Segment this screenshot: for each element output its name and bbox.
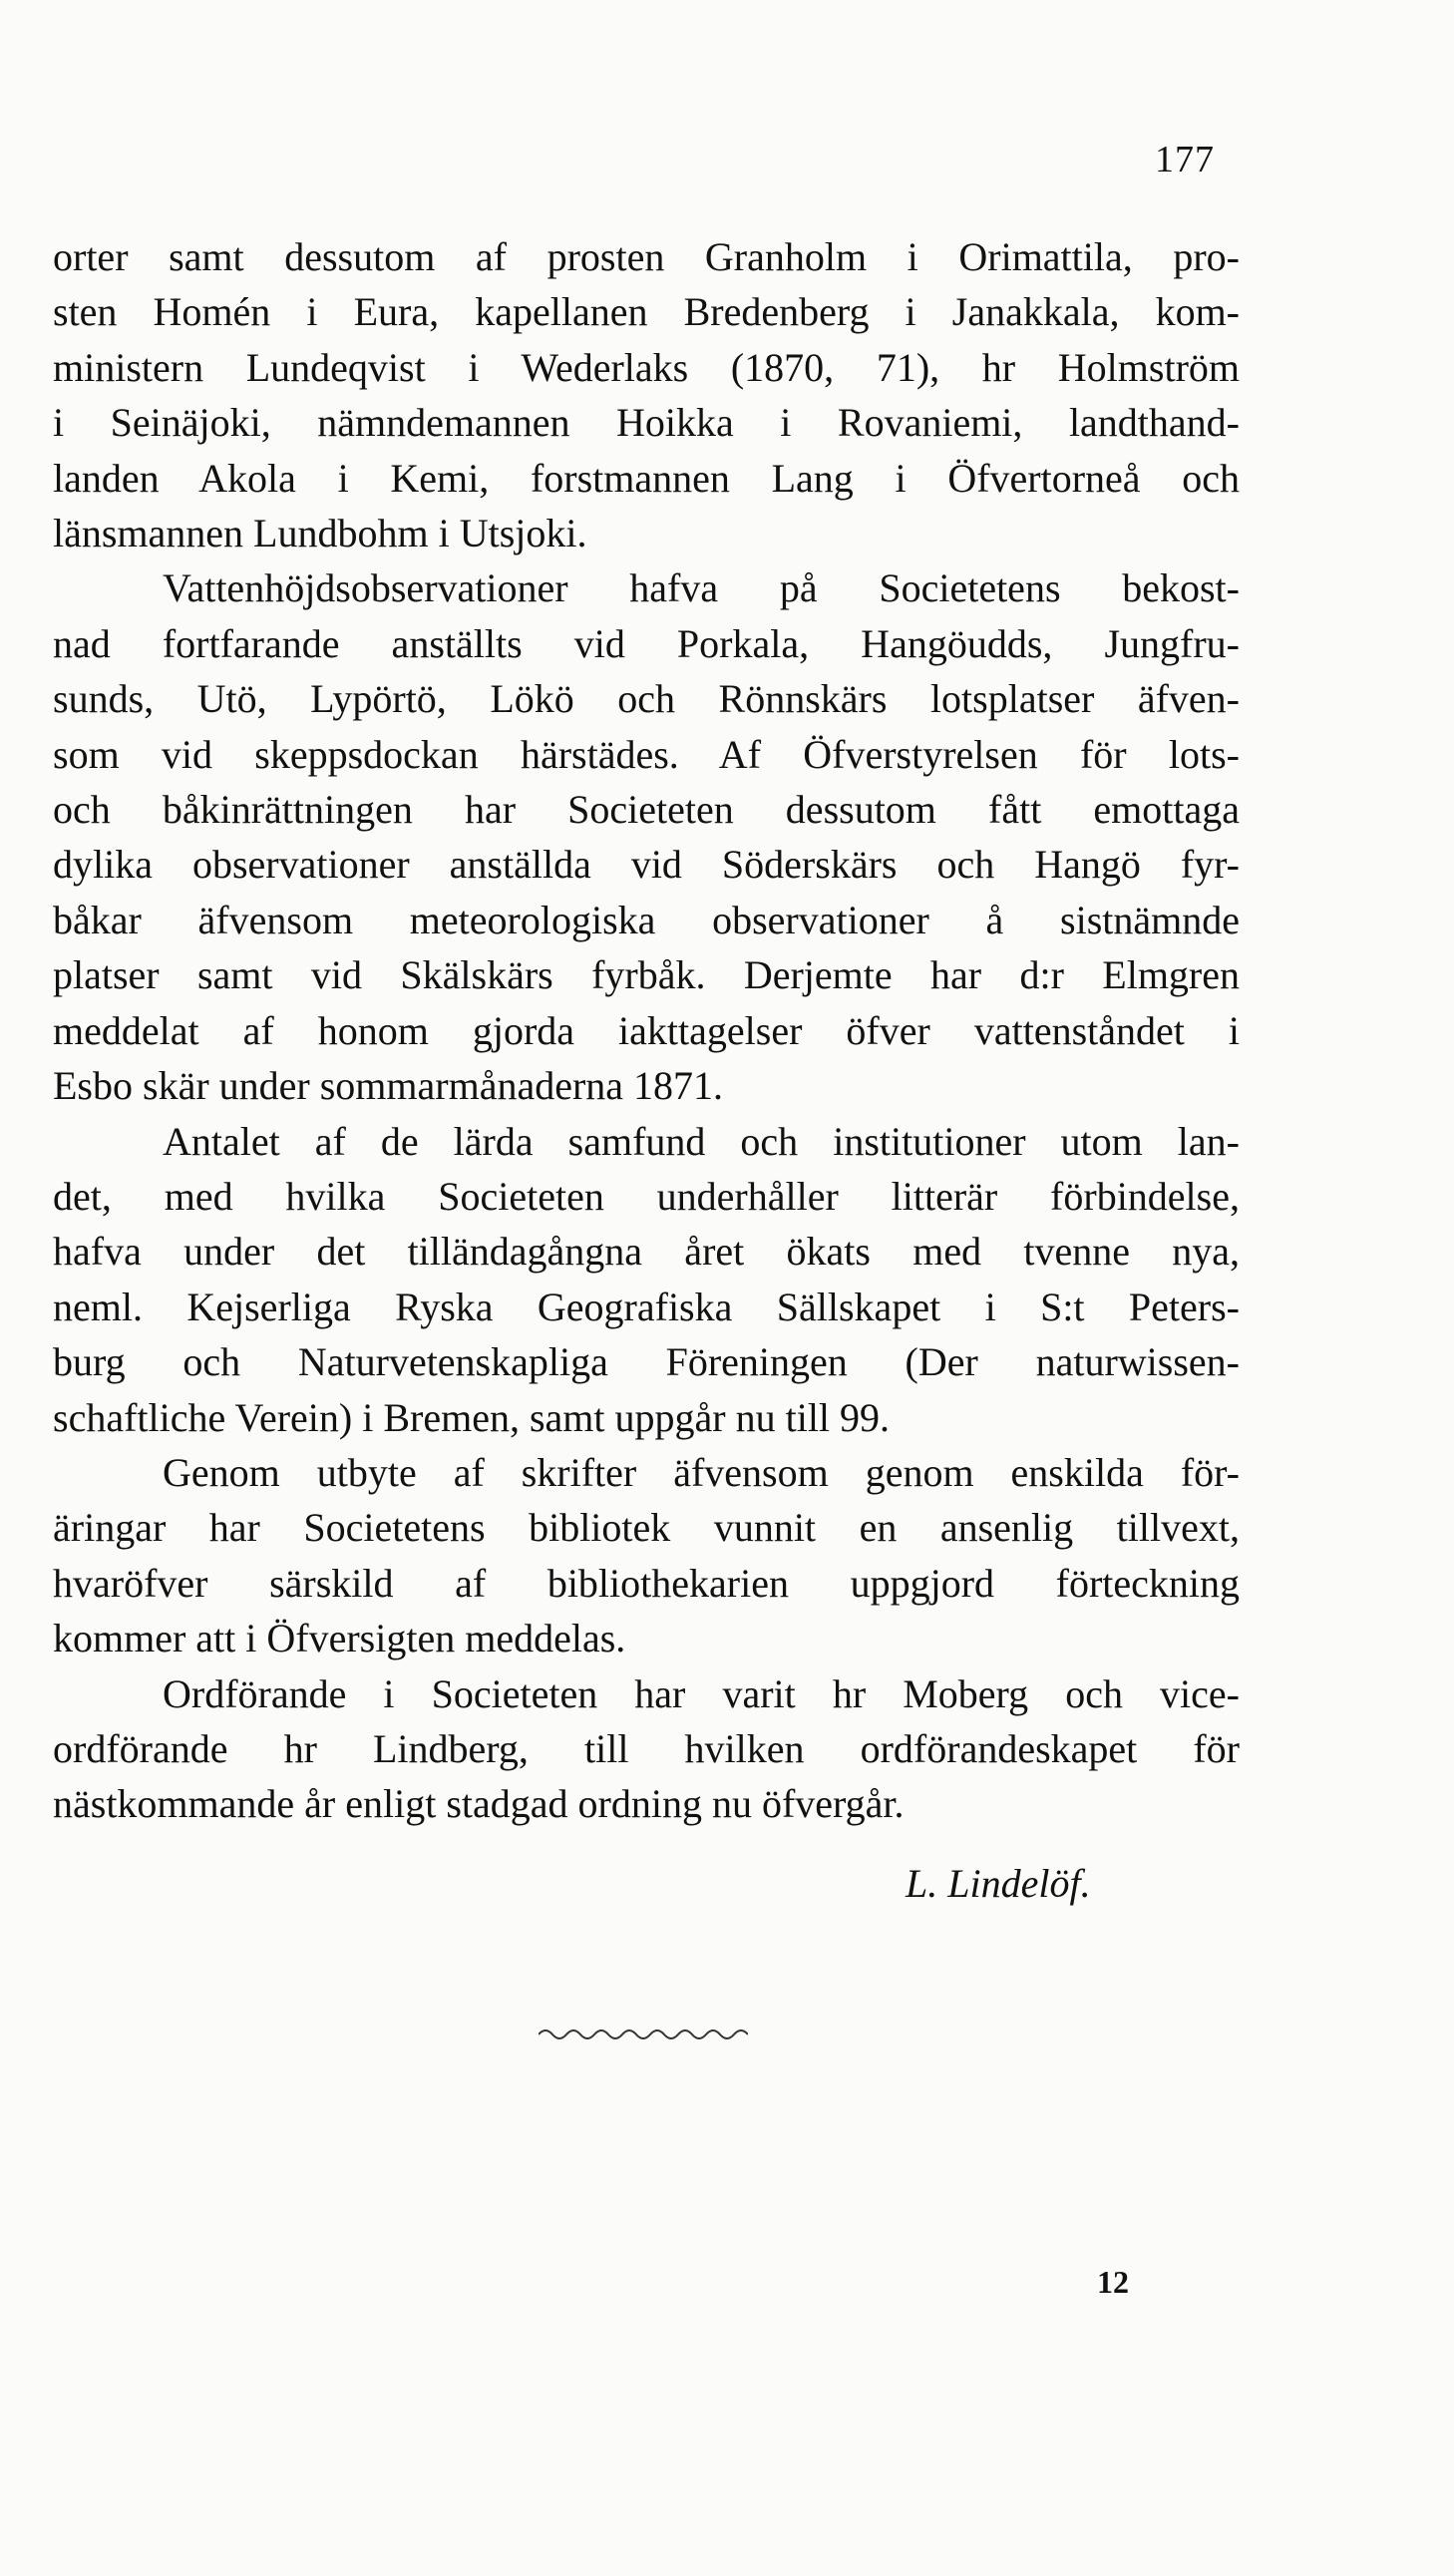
- text-line: länsmannen Lundbohm i Utsjoki.: [53, 511, 587, 556]
- text-line: hafva under det tilländagångna året ökats med tvenne nya,: [53, 1229, 1240, 1275]
- text-line: Genom utbyte af skrifter äfvensom genom enskilda för-: [163, 1449, 1240, 1495]
- text-line: ordförande hr Lindberg, till hvilken ordförandeskapet för: [53, 1725, 1240, 1771]
- text-line: kommer att i Öfversigten meddelas.: [53, 1616, 626, 1661]
- text-line: sunds, Utö, Lypörtö, Lökö och Rönnskärs lotsplatser äfven-: [53, 676, 1240, 722]
- decorative-divider: [539, 2024, 748, 2040]
- signature: L. Lindelöf.: [906, 1861, 1091, 1906]
- text-line: hvaröfver särskild af bibliothekarien uppgjord förteckning: [53, 1560, 1240, 1606]
- text-line: och båkinrättningen har Societeten dessutom fått emottaga: [53, 787, 1240, 833]
- text-line: schaftliche Verein) i Bremen, samt uppgår nu till 99.: [53, 1394, 891, 1440]
- text-line: Ordförande i Societeten har varit hr Moberg och vice-: [163, 1670, 1240, 1716]
- text-line: i Seinäjoki, nämndemannen Hoikka i Rovaniemi, landthand-: [53, 400, 1240, 446]
- text-line: nad fortfarande anställts vid Porkala, Hangöudds, Jungfru-: [53, 620, 1240, 666]
- text-line: Esbo skär under sommarmånaderna 1871.: [53, 1063, 724, 1109]
- text-line: nästkommande år enligt stadgad ordning nu öfvergår.: [53, 1781, 905, 1827]
- text-line: sten Homén i Eura, kapellanen Bredenberg i Janakkala, kom-: [53, 289, 1240, 335]
- text-line: landen Akola i Kemi, forstmannen Lang i Öfvertorneå och: [53, 455, 1240, 501]
- text-line: neml. Kejserliga Ryska Geografiska Sällskapet i S:t Peters-: [53, 1284, 1240, 1329]
- body-text: [53, 229, 1240, 1832]
- text-line: meddelat af honom gjorda iakttagelser öfver vattenståndet i: [53, 1007, 1240, 1053]
- text-line: Antalet af de lärda samfund och institutioner utom lan-: [163, 1118, 1240, 1164]
- text-line: båkar äfvensom meteorologiska observationer å sistnämnde: [53, 897, 1240, 942]
- text-line: burg och Naturvetenskapliga Föreningen (Der naturwissen-: [53, 1339, 1240, 1385]
- text-line: äringar har Societetens bibliotek vunnit en ansenlig tillvext,: [53, 1505, 1240, 1551]
- text-line: som vid skeppsdockan härstädes. Af Öfverstyrelsen för lots-: [53, 731, 1240, 777]
- page-number: 177: [1155, 139, 1215, 181]
- text-line: dylika observationer anställda vid Söderskärs och Hangö fyr-: [53, 842, 1240, 888]
- signature-mark: 12: [1097, 2264, 1129, 2300]
- text-line: ministern Lundeqvist i Wederlaks (1870, 71), hr Holmström: [53, 344, 1240, 390]
- text-line: Vattenhöjdsobservationer hafva på Societetens bekost-: [163, 565, 1240, 611]
- text-line: platser samt vid Skälskärs fyrbåk. Derjemte har d:r Elmgren: [53, 952, 1240, 998]
- text-line: orter samt dessutom af prosten Granholm i Orimattila, pro-: [53, 234, 1240, 279]
- text-line: det, med hvilka Societeten underhåller litterär förbindelse,: [53, 1173, 1240, 1219]
